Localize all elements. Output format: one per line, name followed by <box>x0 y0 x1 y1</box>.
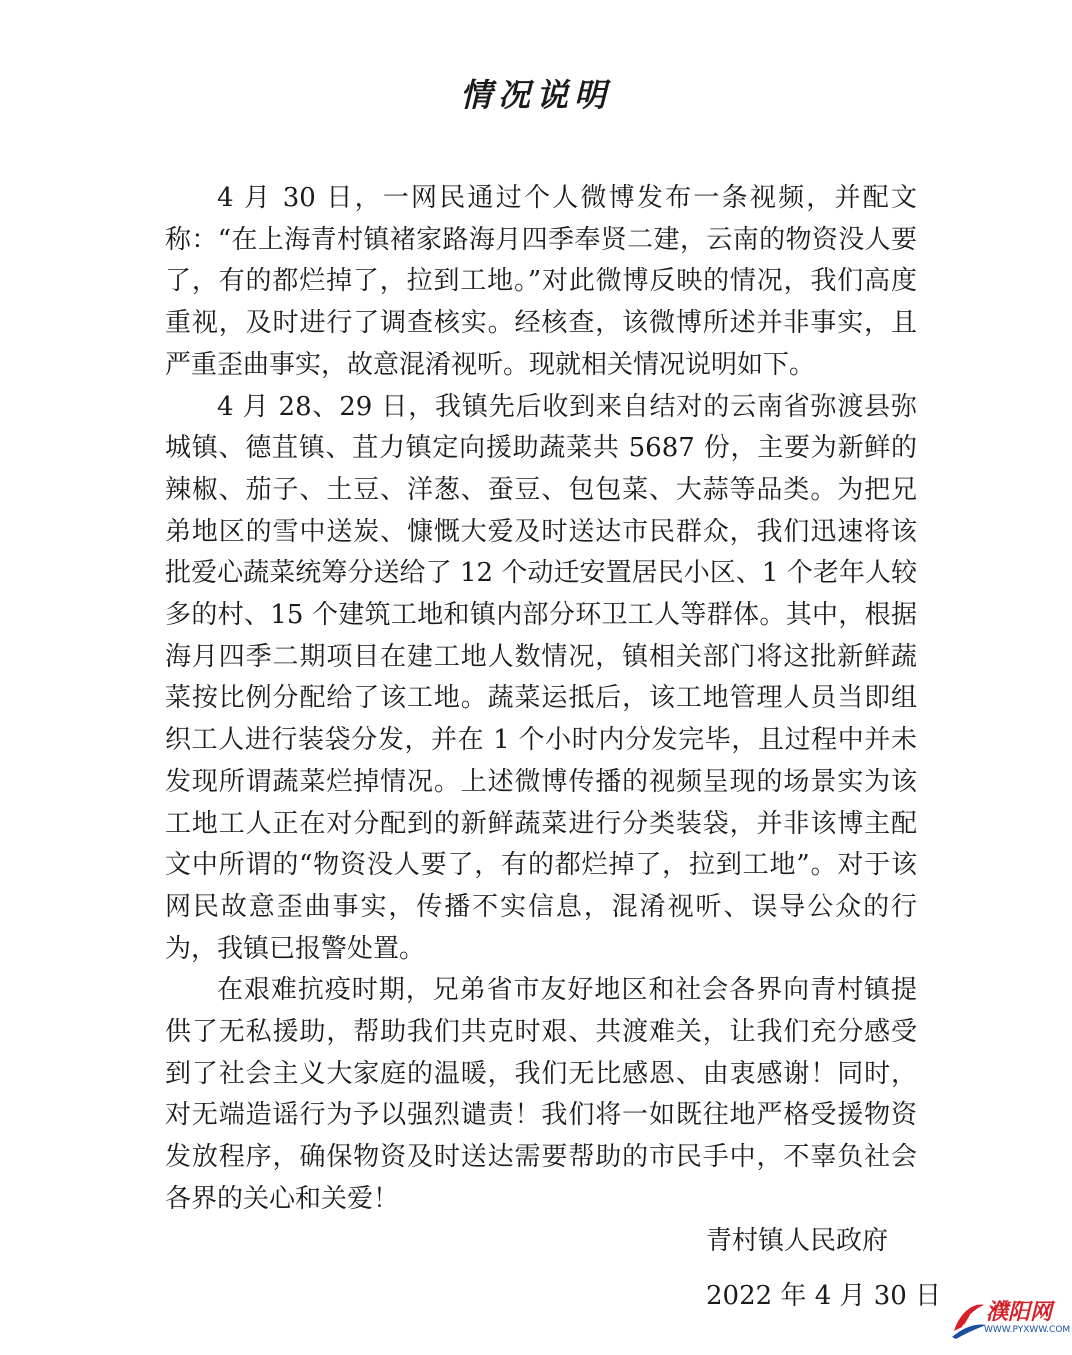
paragraph-2: 4 月 28、29 日，我镇先后收到来自结对的云南省弥渡县弥城镇、德苴镇、苴力镇定向援助蔬菜共 5687 份，主要为新鲜的辣椒、茄子、土豆、洋葱、蚕豆、包包菜、大蒜等品类。为把兄弟地区的雪中送炭、慷慨大爱及时送达市民群众，我们迅速将该批爱心蔬菜统筹分送给了 12 个动迁安置居民小区、1 个老年人较多的村、15 个建筑工地和镇内部分环卫工人等群体。其中，根据海月四季二期项目在建工地人数情况，镇相关部门将这批新鲜蔬菜按比例分配给了该工地。蔬菜运抵后，该工地管理人员当即组织工人进行装袋分发，并在 1 个小时内分发完毕，且过程中并未发现所谓蔬菜烂掉情况。上述微博传播的视频呈现的场景实为该工地工人正在对分配到的新鲜蔬菜进行分类装袋，并非该博主配文中所谓的“物资没人要了，有的都烂掉了，拉到工地”。对于该网民故意歪曲事实，传播不实信息，混淆视听、误导公众的行为，我镇已报警处置。 <box>165 391 917 964</box>
paragraph-1: 4 月 30 日，一网民通过个人微博发布一条视频，并配文称：“在上海青村镇褚家路海月四季奉贤二建，云南的物资没人要了，有的都烂掉了，拉到工地。”对此微博反映的情况，我们高度重视，及时进行了调查核实。经核查，该微博所述并非事实，且严重歪曲事实，故意混淆视听。现就相关情况说明如下。 <box>165 183 917 380</box>
signature-date: 2022 年 4 月 30 日 <box>706 1281 942 1311</box>
watermark-site-url: WWW.PYXWW.COM <box>984 1325 1071 1335</box>
site-watermark <box>948 1293 1071 1349</box>
watermark-site-name: 濮阳网 <box>986 1300 1053 1325</box>
paragraph-3: 在艰难抗疫时期，兄弟省市友好地区和社会各界向青村镇提供了无私援助，帮助我们共克时艰、共渡难关，让我们充分感受到了社会主义大家庭的温暖，我们无比感恩、由衷感谢！同时，对无端造谣行为予以强烈谴责！我们将一如既往地严格受援物资发放程序，确保物资及时送达需要帮助的市民手中，不辜负社会各界的关心和关爱！ <box>165 975 917 1214</box>
document-body <box>165 178 917 1221</box>
signature-organization: 青村镇人民政府 <box>706 1226 889 1256</box>
document-title: 情况说明 <box>459 76 612 114</box>
site-logo-icon <box>948 1297 988 1341</box>
